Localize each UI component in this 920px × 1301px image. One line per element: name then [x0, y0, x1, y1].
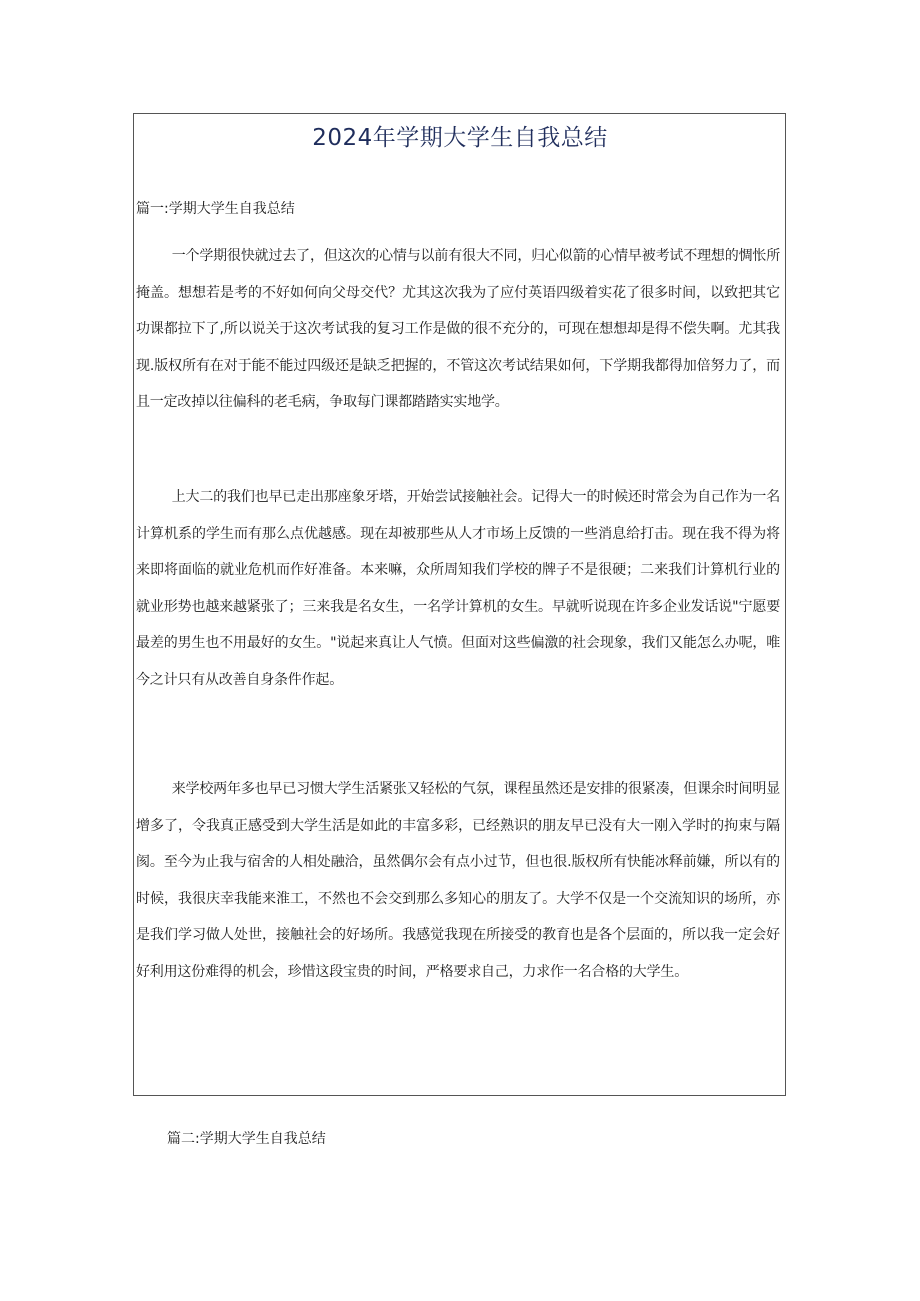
- section-heading-1: 篇一:学期大学生自我总结: [136, 201, 295, 217]
- section-heading-2: 篇二:学期大学生自我总结: [167, 1131, 326, 1147]
- paragraph-2: 上大二的我们也早已走出那座象牙塔，开始尝试接触社会。记得大一的时候还时常会为自己作为一名计算机系的学生而有那么点优越感。现在却被那些从人才市场上反馈的一些消息给打击。现在我不得为将来即将面临的就业危机而作好准备。本来嘛，众所周知我们学校的牌子不是很硬；二来我们计算机行业的就业形势也越来越紧张了；三来我是名女生，一名学计算机的女生。早就听说现在许多企业发话说"宁愿要最差的男生也不用最好的女生。"说起来真让人气愤。但面对这些偏激的社会现象，我们又能怎么办呢，唯今之计只有从改善自身条件作起。: [136, 489, 780, 688]
- paragraph-3: 来学校两年多也早已习惯大学生活紧张又轻松的气氛，课程虽然还是安排的很紧凑，但课余时间明显增多了，令我真正感受到大学生活是如此的丰富多彩，已经熟识的朋友早已没有大一刚入学时的拘束与隔阂。至今为止我与宿舍的人相处融洽，虽然偶尔会有点小过节，但也很.版权所有快能冰释前嫌，所以有的时候，我很庆幸我能来淮工，不然也不会交到那么多知心的朋友了。大学不仅是一个交流知识的场所，亦是我们学习做人处世，接触社会的好场所。我感觉我现在所接受的教育也是各个层面的，所以我一定会好好利用这份难得的机会，珍惜这段宝贵的时间，严格要求自己，力求作一名合格的大学生。: [136, 781, 780, 980]
- paragraph-1: 一个学期很快就过去了，但这次的心情与以前有很大不同，归心似箭的心情早被考试不理想的惆怅所掩盖。想想若是考的不好如何向父母交代？尤其这次我为了应付英语四级着实花了很多时间，以致把其它功课都拉下了,所以说关于这次考试我的复习工作是做的很不充分的，可现在想想却是得不偿失啊。尤其我现.版权所有在对于能不能过四级还是缺乏把握的，不管这次考试结果如何，下学期我都得加倍努力了，而且一定改掉以往偏科的老毛病，争取每门课都踏踏实实地学。: [136, 248, 780, 410]
- document-title: 2024年学期大学生自我总结: [312, 125, 608, 151]
